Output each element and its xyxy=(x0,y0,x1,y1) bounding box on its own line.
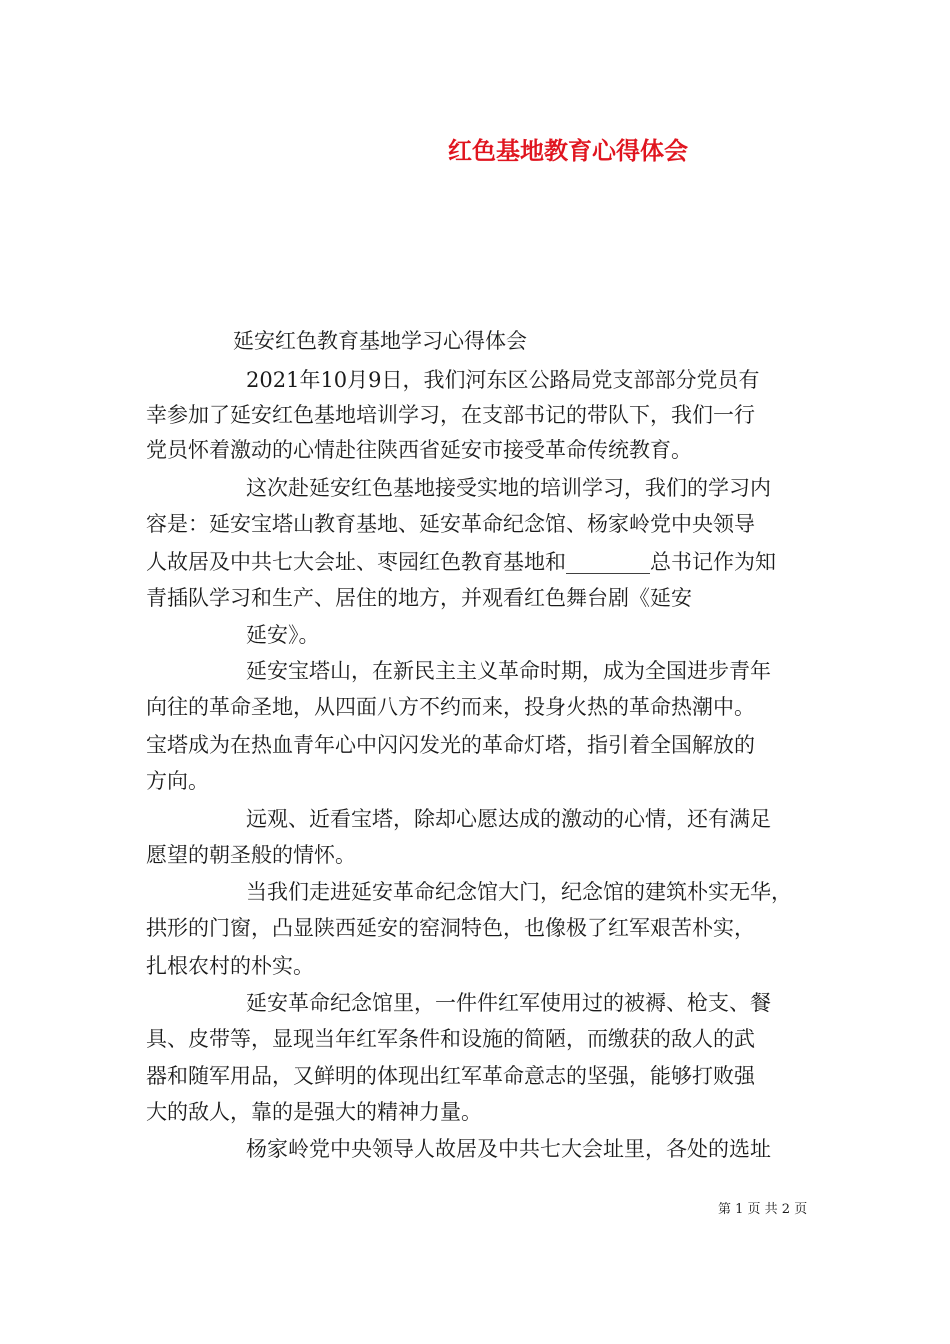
body-line: 2021年10月9日，我们河东区公路局党支部部分党员有 xyxy=(246,368,760,392)
body-line: 党员怀着激动的心情赴往陕西省延安市接受革命传统教育。 xyxy=(146,438,692,462)
body-line: 延安》。 xyxy=(246,623,320,647)
document-title: 红色基地教育心得体会 xyxy=(448,136,688,165)
body-line: 人故居及中共七大会址、枣园红色教育基地和________总书记作为知 xyxy=(146,550,776,574)
body-line: 远观、近看宝塔，除却心愿达成的激动的心情，还有满足 xyxy=(246,807,771,831)
body-line: 这次赴延安红色基地接受实地的培训学习，我们的学习内 xyxy=(246,476,771,500)
body-line: 容是：延安宝塔山教育基地、延安革命纪念馆、杨家岭党中央领导 xyxy=(146,512,755,536)
body-line: 向往的革命圣地，从四面八方不约而来，投身火热的革命热潮中。 xyxy=(146,695,755,719)
body-line: 延安革命纪念馆里，一件件红军使用过的被褥、枪支、餐 xyxy=(246,991,771,1015)
body-line: 幸参加了延安红色基地培训学习，在支部书记的带队下，我们一行 xyxy=(146,403,755,427)
body-line: 愿望的朝圣般的情怀。 xyxy=(146,843,356,867)
body-line: 扎根农村的朴实。 xyxy=(146,954,314,978)
body-line: 拱形的门窗，凸显陕西延安的窑洞特色，也像极了红军艰苦朴实， xyxy=(146,916,755,940)
body-line: 器和随军用品，又鲜明的体现出红军革命意志的坚强，能够打败强 xyxy=(146,1064,755,1088)
body-line: 杨家岭党中央领导人故居及中共七大会址里，各处的选址 xyxy=(246,1137,771,1161)
page-number-footer: 第 1 页 共 2 页 xyxy=(718,1202,808,1217)
body-line: 当我们走进延安革命纪念馆大门，纪念馆的建筑朴实无华， xyxy=(246,880,792,904)
body-line: 青插队学习和生产、居住的地方，并观看红色舞台剧《延安 xyxy=(146,586,692,610)
body-line: 大的敌人，靠的是强大的精神力量。 xyxy=(146,1100,482,1124)
body-line: 宝塔成为在热血青年心中闪闪发光的革命灯塔，指引着全国解放的 xyxy=(146,733,755,757)
body-line: 具、皮带等，显现当年红军条件和设施的简陋，而缴获的敌人的武 xyxy=(146,1027,755,1051)
body-line: 方向。 xyxy=(146,769,209,793)
document-subtitle: 延安红色教育基地学习心得体会 xyxy=(233,329,527,353)
body-line: 延安宝塔山，在新民主主义革命时期，成为全国进步青年 xyxy=(246,659,771,683)
